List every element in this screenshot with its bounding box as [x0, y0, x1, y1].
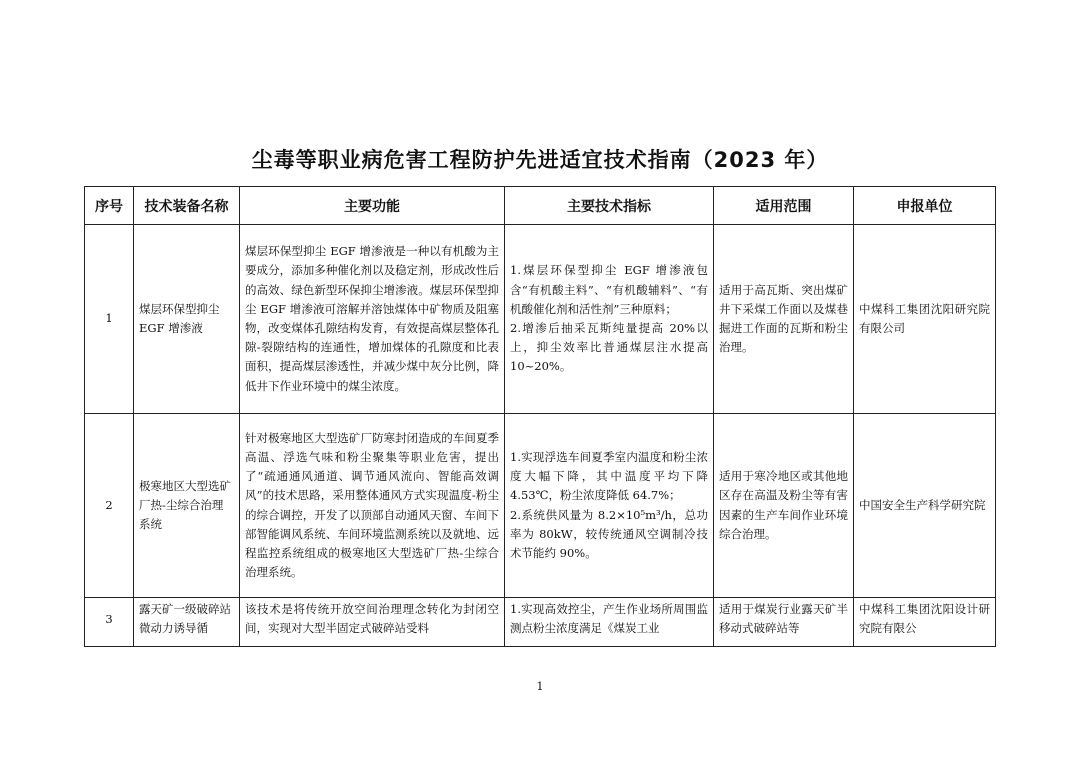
- applicant-unit: [854, 598, 996, 647]
- row-number: 1: [85, 225, 134, 414]
- row-number: 2: [85, 414, 134, 598]
- application-scope-text: 适用于煤炭行业露天矿半移动式破碎站等: [719, 602, 848, 636]
- tech-name: 极寒地区大型选矿厂热-尘综合治理系统: [134, 414, 240, 598]
- table-header-row: [85, 187, 996, 225]
- main-function: 针对极寒地区大型选矿厂防寒封闭造成的车间夏季高温、浮选气味和粉尘聚集等职业危害，提出了“疏通通风通道、调节通风流向、智能高效调风”的技术思路，采用整体通风方式实现温度-粉尘的综合调控，开发了以顶部自动通风天窗、车间下部智能调风系统、车间环境监测系统以及就地、远程监控系统组成的极寒地区大型选矿厂热-尘综合治理系统。: [240, 414, 505, 598]
- header-name: 技术装备名称: [134, 187, 240, 225]
- header-unit: 申报单位: [854, 187, 996, 225]
- header-seq: 序号: [85, 187, 134, 225]
- applicant-unit: 中煤科工集团沈阳研究院有限公司: [854, 225, 996, 414]
- applicant-unit-text: 中煤科工集团沈阳设计研究院有限公: [859, 602, 990, 636]
- header-function: 主要功能: [240, 187, 505, 225]
- tech-name-text: 露天矿一级破碎站微动力诱导循: [139, 602, 231, 636]
- application-scope: [714, 598, 854, 647]
- table-row: [85, 598, 996, 647]
- row-number: [85, 598, 134, 647]
- technology-table: [84, 186, 996, 647]
- tech-name: [134, 598, 240, 647]
- table-row: [85, 414, 996, 598]
- main-function: [240, 598, 505, 647]
- row-number-text: 3: [105, 612, 113, 626]
- application-scope: 适用于高瓦斯、突出煤矿井下采煤工作面以及煤巷掘进工作面的瓦斯和粉尘治理。: [714, 225, 854, 414]
- main-function: 煤层环保型抑尘 EGF 增渗液是一种以有机酸为主要成分，添加多种催化剂以及稳定剂，形成改性后的高效、绿色新型环保抑尘增渗液。煤层环保型抑尘 EGF 增渗液可溶解并溶蚀煤体中矿物质及阻塞物，改变煤体孔隙结构发育，有效提高煤层整体孔隙-裂隙结构的连通性，增加煤体的孔隙度和比表面积，提高煤层渗透性，并减少煤中灰分比例，降低井下作业环境中的煤尘浓度。: [240, 225, 505, 414]
- tech-name: 煤层环保型抑尘 EGF 增渗液: [134, 225, 240, 414]
- tech-indicators: [505, 598, 714, 647]
- main-function-text: 该技术是将传统开放空间治理理念转化为封闭空间，实现对大型半固定式破碎站受料: [245, 602, 499, 636]
- application-scope: 适用于寒冷地区或其他地区存在高温及粉尘等有害因素的生产车间作业环境综合治理。: [714, 414, 854, 598]
- applicant-unit: 中国安全生产科学研究院: [854, 414, 996, 598]
- tech-indicators-text: 1.实现高效控尘，产生作业场所周围监测点粉尘浓度满足《煤炭工业: [510, 602, 708, 636]
- page-number: 1: [536, 680, 544, 693]
- tech-indicators: 1.实现浮选车间夏季室内温度和粉尘浓度大幅下降，其中温度平均下降 4.53℃，粉尘浓度降低 64.7%； 2.系统供风量为 8.2×10⁵m³/h，总功率为 80kW，较传统通风空调制冷技术节能约 90%。: [505, 414, 714, 598]
- table-row: [85, 225, 996, 414]
- tech-indicators: 1.煤层环保型抑尘 EGF 增渗液包含“有机酸主料”、“有机酸辅料”、“有机酸催化剂和活性剂”三种原料； 2.增渗后抽采瓦斯纯量提高 20%以上，抑尘效率比普通煤层注水提高 10~20%。: [505, 225, 714, 414]
- header-indicators: 主要技术指标: [505, 187, 714, 225]
- header-scope: 适用范围: [714, 187, 854, 225]
- document-title: 尘毒等职业病危害工程防护先进适宜技术指南（2023 年）: [251, 148, 829, 172]
